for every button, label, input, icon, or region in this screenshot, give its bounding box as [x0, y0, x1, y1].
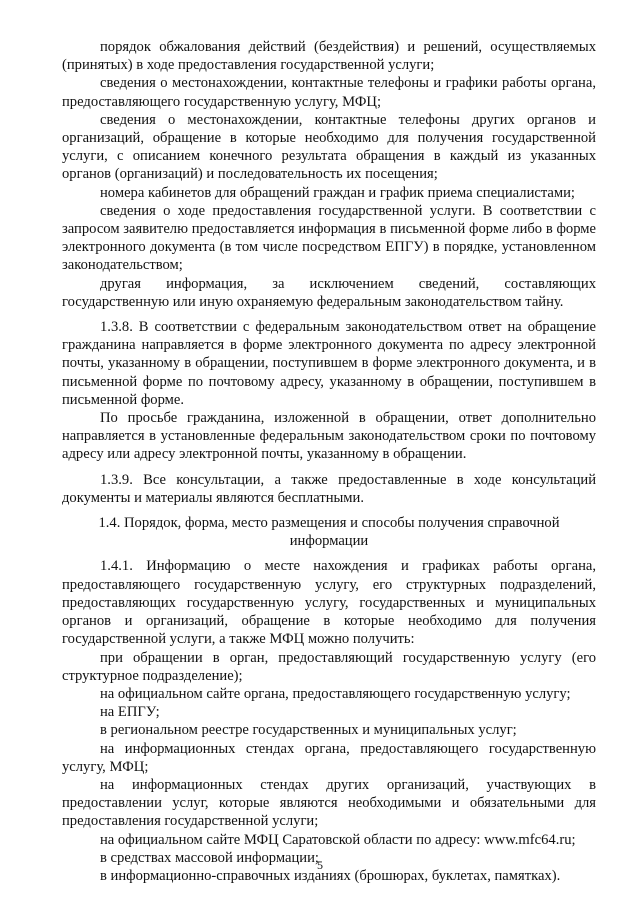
list-item: при обращении в орган, предоставляющий государственную услугу (его структурное подразделение);: [62, 649, 596, 684]
list-item: в региональном реестре государственных и муниципальных услуг;: [100, 722, 517, 739]
paragraph-1-4-1: 1.4.1. Информацию о месте нахождения и графиках работы органа, предоставляющего государственную услугу, его структурных подразделений, предоставляющих государственную услугу, государственных и муниципальных органов и организаций, обращение в которые необходимо для получения государственной услуги, а также МФЦ можно получить:: [62, 558, 596, 648]
list-item: в средствах массовой информации;: [100, 849, 319, 866]
list-item: в информационно-справочных изданиях (брошюрах, буклетах, памятках).: [100, 867, 561, 884]
section-heading: 1.4. Порядок, форма, место размещения и способы получения справочной информации: [98, 515, 560, 550]
paragraph: порядок обжалования действий (бездействия) и решений, осуществляемых (принятых) в ходе предоставления государственной услуги;: [62, 39, 596, 74]
list-item: на ЕПГУ;: [100, 704, 160, 721]
list-item: на официальном сайте органа, предоставляющего государственную услугу;: [100, 685, 571, 702]
paragraph: сведения о местонахождении, контактные телефоны других органов и организаций, обращение в которые необходимо для получения государственной услуги, с описанием конечного результата обращения в каждый из указанных органов (организаций) и последовательность их посещения;: [62, 111, 596, 183]
list-item: на информационных стендах органа, предоставляющего государственную услугу, МФЦ;: [62, 740, 596, 775]
paragraph: По просьбе гражданина, изложенной в обращении, ответ дополнительно направляется в установленные федеральным законодательством сроки по почтовому адресу или адресу электронной почты, указанному в обращении.: [62, 410, 596, 463]
list-item: на официальном сайте МФЦ Саратовской области по адресу: www.mfc64.ru;: [100, 831, 576, 848]
paragraph: сведения о местонахождении, контактные телефоны и графики работы органа, предоставляющего государственную услугу, МФЦ;: [62, 75, 596, 110]
list-item: на информационных стендах других организаций, участвующих в предоставлении услуг, которые являются необходимыми и обязательными для предоставления государственной услуги;: [62, 776, 596, 830]
paragraph: другая информация, за исключением сведений, составляющих государственную или иную охраняемую федеральным законодательством тайну.: [62, 275, 596, 310]
page-number: 5: [317, 858, 323, 872]
paragraph-1-3-8: 1.3.8. В соответствии с федеральным законодательством ответ на обращение гражданина направляется в форме электронного документа по адресу электронной почты, указанному в обращении, поступившем в форме электронного документа, и в письменной форме по почтовому адресу, указанному в обращении, поступившем в письменной форме.: [62, 319, 596, 408]
paragraph-1-3-9: 1.3.9. Все консультации, а также предоставленные в ходе консультаций документы и материалы являются бесплатными.: [62, 471, 596, 506]
paragraph: сведения о ходе предоставления государственной услуги. В соответствии с запросом заявителю предоставляется информация в письменной форме либо в форме электронного документа (в том числе посредством ЕПГУ) в порядке, установленном законодательством;: [62, 202, 596, 274]
paragraph: номера кабинетов для обращений граждан и график приема специалистами;: [100, 184, 575, 201]
